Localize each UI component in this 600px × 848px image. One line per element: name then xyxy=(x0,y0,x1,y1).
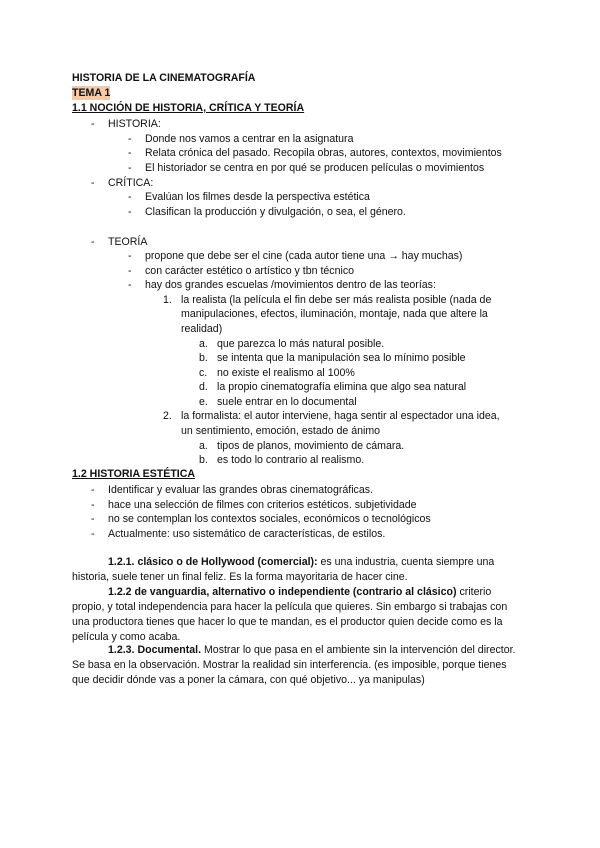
list-item: El historiador se centra en por qué se producen películas o movimientos xyxy=(145,162,485,174)
list-letter: b. xyxy=(199,454,208,466)
list-item: Relata crónica del pasado. Recopila obras, autores, contextos, movimientos xyxy=(145,147,502,159)
bullet-dash: - xyxy=(91,499,95,511)
paragraph-heading: 1.2.2 de vanguardia, alternativo o independiente (contrario al clásico) xyxy=(108,586,457,598)
bullet-dash: - xyxy=(91,484,95,496)
section-1-heading: 1.1 NOCIÓN DE HISTORIA, CRÍTICA Y TEORÍA xyxy=(72,102,305,114)
bullet-dash: - xyxy=(91,236,95,248)
list-item: Clasifican la producción y divulgación, o sea, el género. xyxy=(145,206,406,218)
bullet-dash: - xyxy=(128,147,132,159)
list-letter: d. xyxy=(199,381,208,393)
bullet-dash: - xyxy=(91,118,95,130)
school-text-line: realidad) xyxy=(181,323,223,335)
sub-item: es todo lo contrario al realismo. xyxy=(217,454,365,466)
historia-label: HISTORIA: xyxy=(108,118,161,130)
bullet-dash: - xyxy=(128,133,132,145)
paragraph-vanguardia xyxy=(72,585,524,645)
list-item: Identificar y evaluar las grandes obras cinematográficas. xyxy=(108,484,373,496)
list-item: Evalúan los filmes desde la perspectiva estética xyxy=(145,191,370,203)
paragraph-body: es una industria, cuenta siempre una historia, suele tener un final feliz. Es la forma mayoritaria de hacer cine. xyxy=(72,556,495,583)
list-item: Actualmente: uso sistemático de características, de estilos. xyxy=(108,528,386,540)
list-item: con carácter estético o artístico y tbn técnico xyxy=(145,265,355,277)
list-item: hace una selección de filmes con criterios estéticos. subjetividade xyxy=(108,499,417,511)
list-letter: a. xyxy=(199,440,208,452)
list-item: no se contemplan los contextos sociales, económicos o tecnológicos xyxy=(108,513,431,525)
paragraph-documental xyxy=(72,643,524,688)
paragraph-heading: 1.2.1. clásico o de Hollywood (comercial): xyxy=(108,556,318,568)
list-letter: e. xyxy=(199,396,208,408)
sub-item: tipos de planos, movimiento de cámara. xyxy=(217,440,405,452)
critica-label: CRÍTICA: xyxy=(108,177,154,189)
bullet-dash: - xyxy=(91,513,95,525)
school-text-line: la realista (la película el fin debe ser más realista posible (nada de xyxy=(181,294,492,306)
sub-item: no existe el realismo al 100% xyxy=(217,367,355,379)
sub-item: que parezca lo más natural posible. xyxy=(217,338,385,350)
sub-item: suele entrar en lo documental xyxy=(217,396,357,408)
list-item: Donde nos vamos a centrar en la asignatura xyxy=(145,133,354,145)
sub-item: se intenta que la manipulación sea lo mínimo posible xyxy=(217,352,466,364)
bullet-dash: - xyxy=(128,279,132,291)
list-letter: b. xyxy=(199,352,208,364)
paragraph-body: Mostrar lo que pasa en el ambiente sin la intervención del director. Se basa en la observación. Mostrar la realidad sin interferencia. (es imposible, porque tienes que decidir dónde vas a poner la cámara, con qué objetivo... ya manipulas) xyxy=(72,644,516,686)
document-title: HISTORIA DE LA CINEMATOGRAFÍA xyxy=(72,72,256,84)
bullet-dash: - xyxy=(128,265,132,277)
section-2-heading: 1.2 HISTORIA ESTÉTICA xyxy=(72,468,196,480)
paragraph-heading: 1.2.3. Documental. xyxy=(108,644,202,656)
bullet-dash: - xyxy=(128,206,132,218)
list-item: hay dos grandes escuelas /movimientos dentro de las teorías: xyxy=(145,279,436,291)
list-number: 1. xyxy=(163,294,172,306)
bullet-dash: - xyxy=(128,162,132,174)
list-letter: c. xyxy=(199,367,208,379)
bullet-dash: - xyxy=(91,528,95,540)
bullet-dash: - xyxy=(128,191,132,203)
list-letter: a. xyxy=(199,338,208,350)
school-text-line: la formalista: el autor interviene, haga sentir al espectador una idea, xyxy=(181,410,500,422)
list-item: propone que debe ser el cine (cada autor tiene una → hay muchas) xyxy=(145,250,463,262)
sub-item: la propio cinematografía elimina que algo sea natural xyxy=(217,381,467,393)
tema-label: TEMA 1 xyxy=(72,87,111,99)
school-text-line: manipulaciones, efectos, iluminación, montaje, nada que altere la xyxy=(181,308,488,320)
paragraph-body: criterio propio, y total independencia para hacer la película que quieres. Sin embargo si trabajas con una productora tienes que hacer lo que te mandan, es el productor quien decide como es la película y como acaba. xyxy=(72,586,508,643)
paragraph-clasico xyxy=(72,555,524,585)
teoria-label: TEORÍA xyxy=(108,236,148,248)
school-text-line: un sentimiento, emoción, estado de ánimo xyxy=(181,425,381,437)
list-number: 2. xyxy=(163,410,172,422)
bullet-dash: - xyxy=(128,250,132,262)
bullet-dash: - xyxy=(91,177,95,189)
